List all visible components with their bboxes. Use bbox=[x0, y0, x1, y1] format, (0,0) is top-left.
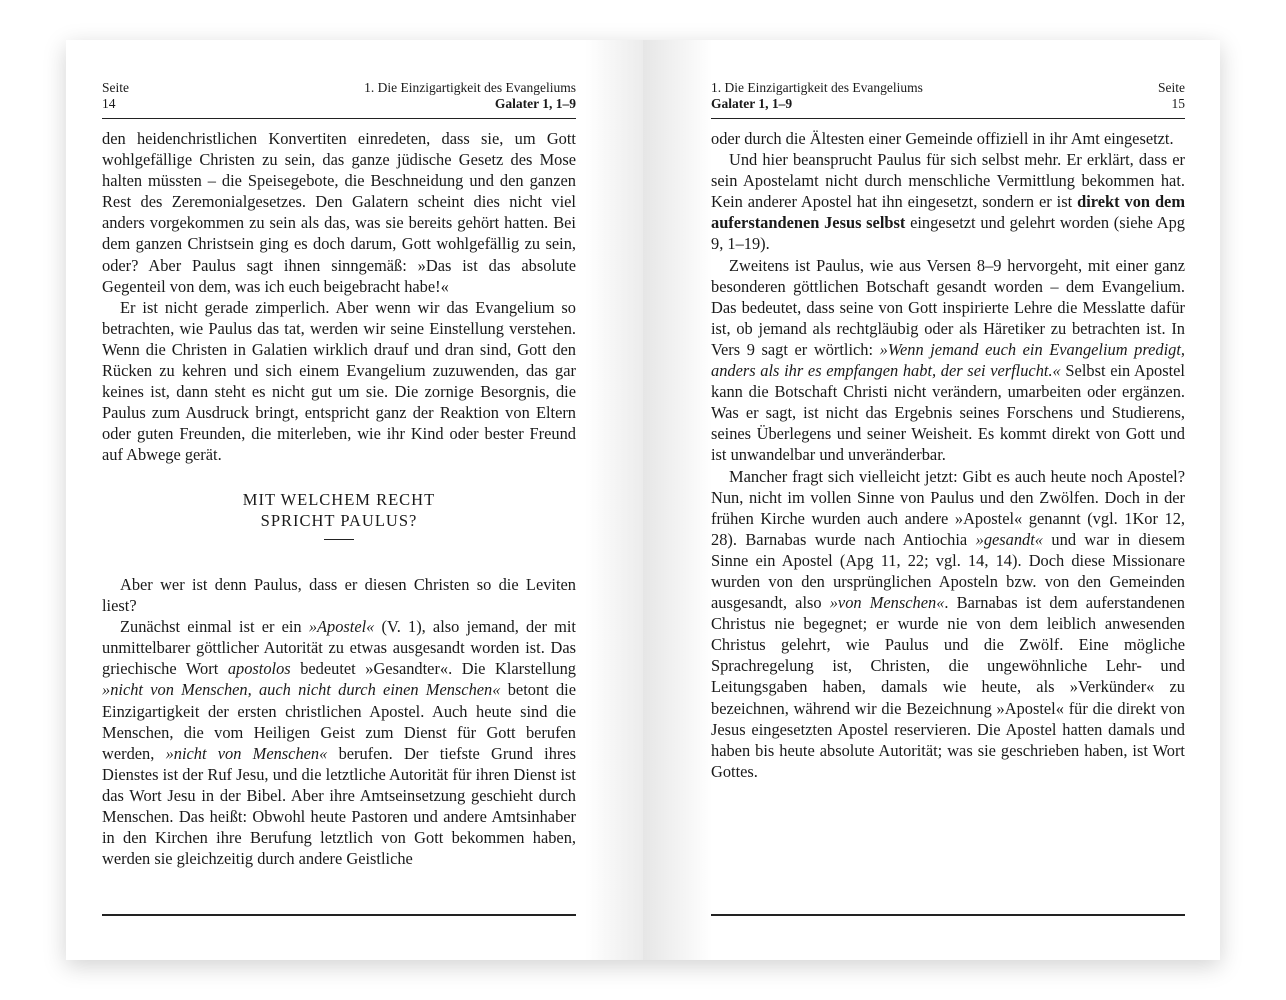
section-heading-line: SPRICHT PAULUS? bbox=[260, 510, 418, 530]
right-body-text bbox=[711, 128, 1185, 782]
paragraph: den heidenchristlichen Konvertiten einredeten, dass sie, um Gott wohlgefällige Christen zu sein, das ganze jüdische Gesetz des Mose halten müssten – die Speisegebote, die Beschneidung und den ganzen Rest des Zeremonialgesetzes. Den Galatern scheint dies nicht viel anders vorgekommen zu sein als das, was sie bereits gehört hatten. Bei dem ganzen Christsein ging es doch darum, Gott wohlgefällig zu sein, oder? Aber Paulus sagt ihnen sinngemäß: »Das ist das absolute Gegenteil von dem, was ich euch beigebracht habe!« bbox=[102, 129, 576, 296]
paragraph: Er ist nicht gerade zimperlich. Aber wenn wir das Evangelium so betrachten, wie Paulus das tat, werden wir seine Einstellung verstehen. Wenn die Christen in Galatien wirklich drauf und dran sind, Gott den Rücken zu kehren und sich einem Evangelium zuzuwenden, das gar keines ist, dann steht es nicht gut um sie. Die zornige Besorgnis, die Paulus zum Ausdruck bringt, entspricht ganz der Reaktion von Eltern oder guten Freunden, die miterleben, wie ihr Kind oder bester Freund auf Abwege gerät. bbox=[102, 297, 576, 465]
page-number: 14 bbox=[102, 96, 116, 111]
chapter-title: 1. Die Einzigartigkeit des Evangeliums bbox=[711, 80, 923, 95]
left-page-number-block bbox=[102, 80, 129, 112]
paragraph: Aber wer ist denn Paulus, dass er diesen Christen so die Leviten liest? bbox=[102, 575, 576, 616]
right-chapter-block bbox=[711, 80, 923, 112]
passage-reference: Galater 1, 1–9 bbox=[494, 96, 576, 111]
heading-divider bbox=[324, 539, 354, 541]
right-page-content bbox=[711, 80, 1185, 782]
book-spread bbox=[66, 40, 1220, 960]
italic-run: »von Menschen« bbox=[829, 593, 945, 613]
text-run: Mancher fragt sich vielleicht jetzt: Gibt es auch heute noch Apostel? Nun, nicht im vollen Sinne von Paulus und den Zwölfen. Doch in der frühen Kirche wurden auch andere »Apostel« genannt (vgl. 1Kor 12, 28). Barnabas wurde nach Antiochia bbox=[711, 466, 1185, 549]
left-body-text bbox=[102, 128, 576, 869]
left-running-header bbox=[102, 80, 576, 119]
text-run: . Barnabas ist dem auferstandenen Christus nie begegnet; er wurde nie von dem leiblich anwesenden Christus gelehrt, wie Paulus und die Zwölf. Eine mögliche Sprachregelung ist, Christen, die ungewöhnliche Lehr- und Leitungsgaben haben, damals wie heute, als »Verkünder« zu bezeichnen, während wir die Bezeichnung »Apostel« für die direkt von Jesus eingesetzten Apostel reservieren. Die Apostel hatten damals und haben bis heute absolute Autorität; was sie geschrieben haben, ist Wort Gottes. bbox=[711, 593, 1185, 781]
chapter-title: 1. Die Einzigartigkeit des Evangeliums bbox=[364, 80, 576, 95]
text-run: bedeutet »Gesandter«. Die Klarstellung bbox=[290, 659, 576, 679]
right-page bbox=[643, 40, 1220, 960]
text-run: Zweitens ist Paulus, wie aus Versen 8–9 hervorgeht, mit einer ganz besonderen göttlichen Botschaft gesandt worden – dem Evangelium. Das bedeutet, dass seine von Gott inspirierte Lehre die Messlatte dafür ist, ob jemand als rechtgläubig oder als Häretiker zu betrachten ist. In Vers 9 sagt er wörtlich: bbox=[711, 255, 1185, 359]
page-label: Seite bbox=[102, 80, 129, 95]
right-page-number-block bbox=[1158, 80, 1185, 112]
page-number: 15 bbox=[1171, 96, 1185, 111]
paragraph: oder durch die Ältesten einer Gemeinde offiziell in ihr Amt eingesetzt. bbox=[711, 129, 1174, 148]
text-run: eingesetzt und gelehrt worden (siehe Apg 9, 1–19). bbox=[711, 213, 1185, 254]
text-run: Selbst ein Apostel kann die Botschaft Christi nicht verändern, umarbeiten oder ergänzen. Was er sagt, ist nicht das Ergebnis seines Forschens und Studierens, seines Überlegens und seiner Weisheit. Es kommt direkt von Gott und ist unwandelbar und unveränderbar. bbox=[711, 361, 1185, 465]
left-footer-rule bbox=[102, 914, 576, 916]
left-page-content bbox=[102, 80, 576, 869]
paragraph bbox=[102, 616, 576, 869]
page-label: Seite bbox=[1158, 80, 1185, 95]
right-footer-rule bbox=[711, 914, 1185, 916]
italic-run: »nicht von Menschen« bbox=[165, 743, 328, 763]
right-running-header bbox=[711, 80, 1185, 119]
text-run: betont die Einzigartigkeit der ersten christlichen Apostel. Auch heute sind die Menschen, die vom Heiligen Geist zum Dienst für Gott berufen werden, bbox=[102, 680, 576, 763]
text-run: und war in diesem Sinne ein Apostel (Apg 11, 22; vgl. 14, 14). Doch diese Missionare wurden von den ursprünglichen Aposteln bzw. von den Gemeinden ausgesandt, also bbox=[711, 529, 1185, 613]
paragraph bbox=[711, 255, 1185, 466]
section-heading bbox=[102, 489, 576, 531]
left-page bbox=[66, 40, 643, 960]
text-run: (V. 1), also jemand, der mit unmittelbarer göttlicher Autorität zu etwas ausgesandt worden ist. Das griechische Wort bbox=[102, 617, 576, 679]
passage-reference: Galater 1, 1–9 bbox=[711, 96, 793, 111]
paragraph bbox=[711, 466, 1185, 782]
italic-run: »nicht von Menschen, auch nicht durch einen Menschen« bbox=[102, 680, 501, 700]
left-chapter-block bbox=[364, 80, 576, 112]
text-run: Zunächst einmal ist er ein bbox=[120, 617, 309, 637]
italic-run: »Apostel« bbox=[308, 617, 375, 637]
italic-run: apostolos bbox=[227, 659, 291, 679]
section-heading-line: MIT WELCHEM RECHT bbox=[242, 489, 436, 509]
italic-run: »Wenn jemand euch ein Evangelium predigt, anders als ihr es empfangen habt, der sei verflucht.« bbox=[711, 339, 1185, 381]
text-run: Und hier beansprucht Paulus für sich selbst mehr. Er erklärt, dass er sein Apostelamt nicht durch menschliche Vermittlung bekommen hat. Kein anderer Apostel hat ihn eingesetzt, sondern er ist bbox=[711, 150, 1185, 212]
text-run: berufen. Der tiefste Grund ihres Dienstes ist der Ruf Jesu, und die letztliche Autorität für ihren Dienst ist das Wort Jesu in der Bibel. Aber ihre Amtseinsetzung geschieht durch Menschen. Das heißt: Obwohl heute Pastoren und andere Amtsinhaber in den Kirchen ihre Berufung letztlich von Gott bekommen haben, werden sie gleichzeitig durch andere Geistliche bbox=[102, 743, 577, 869]
italic-run: »gesandt« bbox=[975, 529, 1044, 549]
bold-run: direkt von dem auferstandenen Jesus selbst bbox=[711, 192, 1185, 233]
paragraph bbox=[711, 149, 1185, 254]
